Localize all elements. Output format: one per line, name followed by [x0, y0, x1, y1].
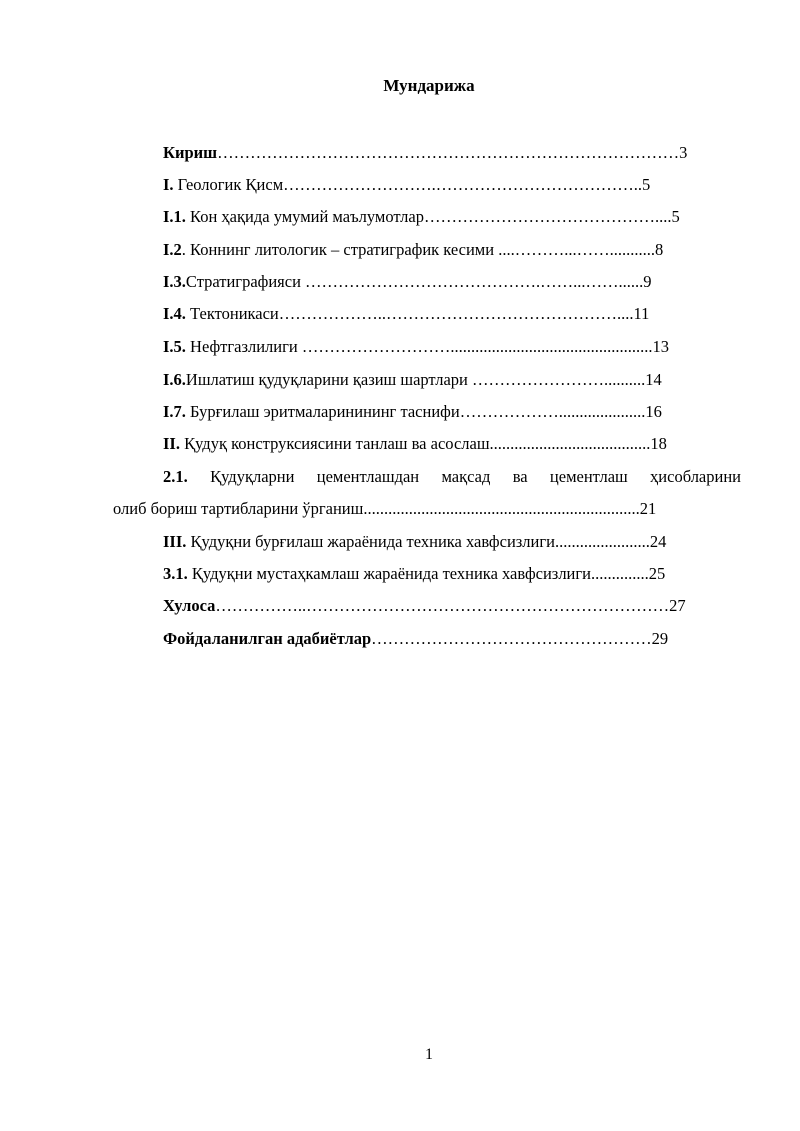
toc-entry-geology — [163, 173, 741, 197]
toc-entry-text-continued: олиб бориш тартибларини ўрганиш — [113, 499, 364, 518]
toc-entry-label: Кириш — [163, 143, 218, 162]
toc-entry-number: I.3. — [163, 272, 186, 291]
toc-entry-2 — [163, 432, 741, 456]
toc-page-number: 11 — [633, 304, 650, 323]
toc-leader-dots: ………………..…………………………………….... — [278, 304, 634, 323]
toc-entry-3 — [163, 530, 741, 554]
toc-entry-text: Бурғилаш эритмаларинининг таснифи — [185, 402, 460, 421]
toc-entry-number: III. — [163, 532, 187, 551]
toc-leader-dots: …………………………………………… — [371, 629, 652, 648]
toc-entry-number: I. — [163, 175, 174, 194]
toc-entry-number: I.5. — [163, 337, 186, 356]
toc-entry-2-1-line-2 — [113, 497, 741, 521]
toc-leader-dots: ....………...……........... — [494, 240, 655, 259]
toc-entry-text: Қудуқни бурғилаш жараёнида техника хавфсизлиги — [186, 532, 555, 551]
toc-entry-text: Тектоникаси — [185, 304, 279, 323]
toc-entry-conclusion — [163, 594, 741, 618]
toc-page-number: 13 — [652, 337, 669, 356]
toc-entry-2-1-line-1 — [163, 465, 741, 489]
toc-entry-text: Қудуқни мустаҳкамлаш жараёнида техника хавфсизлиги — [187, 564, 591, 583]
toc-entry-3-1 — [163, 562, 741, 586]
page-number: 1 — [425, 1046, 433, 1063]
toc-leader-dots: ....................................... — [489, 434, 651, 453]
toc-leader-dots: …………………………………….……...……...... — [305, 272, 644, 291]
toc-entry-1-2 — [163, 238, 741, 262]
toc-page-number: 27 — [669, 596, 686, 615]
toc-entry-number: I.7. — [163, 402, 186, 421]
toc-entry-text: Қудуқларни цементлашдан мақсад ва цементлаш ҳисобларини — [187, 467, 741, 486]
toc-page-number: 3 — [679, 143, 688, 162]
toc-entry-text: Нефтгазлилиги — [185, 337, 302, 356]
toc-entry-references — [163, 627, 741, 651]
toc-entry-number: 3.1. — [163, 564, 188, 583]
toc-entry-label: Фойдаланилган адабиётлар — [163, 629, 372, 648]
toc-entry-1-1 — [163, 205, 741, 229]
toc-entry-text: Кон ҳақида умумий маълумотлар — [185, 207, 424, 226]
toc-entry-1-3 — [163, 270, 741, 294]
toc-leader-dots: ………………………................................................. — [301, 337, 653, 356]
toc-entry-label: Хулоса — [163, 596, 216, 615]
toc-entry-text: . Коннинг литологик – стратиграфик кесими — [181, 240, 495, 259]
toc-entry-1-6 — [163, 368, 741, 392]
toc-leader-dots: …………………….......... — [472, 370, 646, 389]
toc-leader-dots: ....................... — [554, 532, 650, 551]
toc-page-number: 21 — [639, 499, 657, 518]
toc-entry-number: 2.1. — [163, 467, 188, 486]
toc-page-number: 18 — [650, 434, 667, 453]
toc-page-number: 24 — [649, 532, 667, 551]
toc-entry-1-7 — [163, 400, 741, 424]
toc-entry-number: II. — [163, 434, 180, 453]
toc-entry-number: I.2 — [163, 240, 182, 259]
toc-leader-dots: ................................................................... — [363, 499, 640, 518]
toc-entry-number: I.1. — [163, 207, 186, 226]
toc-entry-text: Стратиграфияси — [185, 272, 306, 291]
toc-leader-dots: ………………..................... — [459, 402, 646, 421]
toc-page-number: 16 — [645, 402, 662, 421]
toc-page-number: 5 — [671, 207, 680, 226]
toc-entry-number: I.6. — [163, 370, 186, 389]
toc-page-number: 14 — [645, 370, 662, 389]
toc-page-number: 25 — [648, 564, 666, 583]
toc-page-number: 9 — [643, 272, 652, 291]
toc-title: Мундарижа — [383, 76, 475, 95]
toc-entry-text: Қудуқ конструксиясини танлаш ва асослаш — [179, 434, 490, 453]
toc-leader-dots: ……………………….……………………………….. — [283, 175, 643, 194]
toc-leader-dots: ………………………………………………………………………… — [217, 143, 680, 162]
toc-entry-1-5 — [163, 335, 741, 359]
toc-entry-introduction — [163, 141, 741, 165]
toc-leader-dots: …………………………………….... — [423, 207, 672, 226]
toc-page-number: 8 — [654, 240, 664, 259]
toc-page-number: 29 — [651, 629, 669, 648]
toc-entry-text: Геологик Қисм — [173, 175, 284, 194]
toc-leader-dots: ……………..………………………………………………………… — [215, 596, 670, 615]
toc-leader-dots: .............. — [590, 564, 649, 583]
toc-entry-text: Ишлатиш қудуқларини қазиш шартлари — [185, 370, 472, 389]
toc-page-number: 5 — [642, 175, 651, 194]
toc-entry-1-4 — [163, 302, 741, 326]
toc-entry-number: I.4. — [163, 304, 186, 323]
